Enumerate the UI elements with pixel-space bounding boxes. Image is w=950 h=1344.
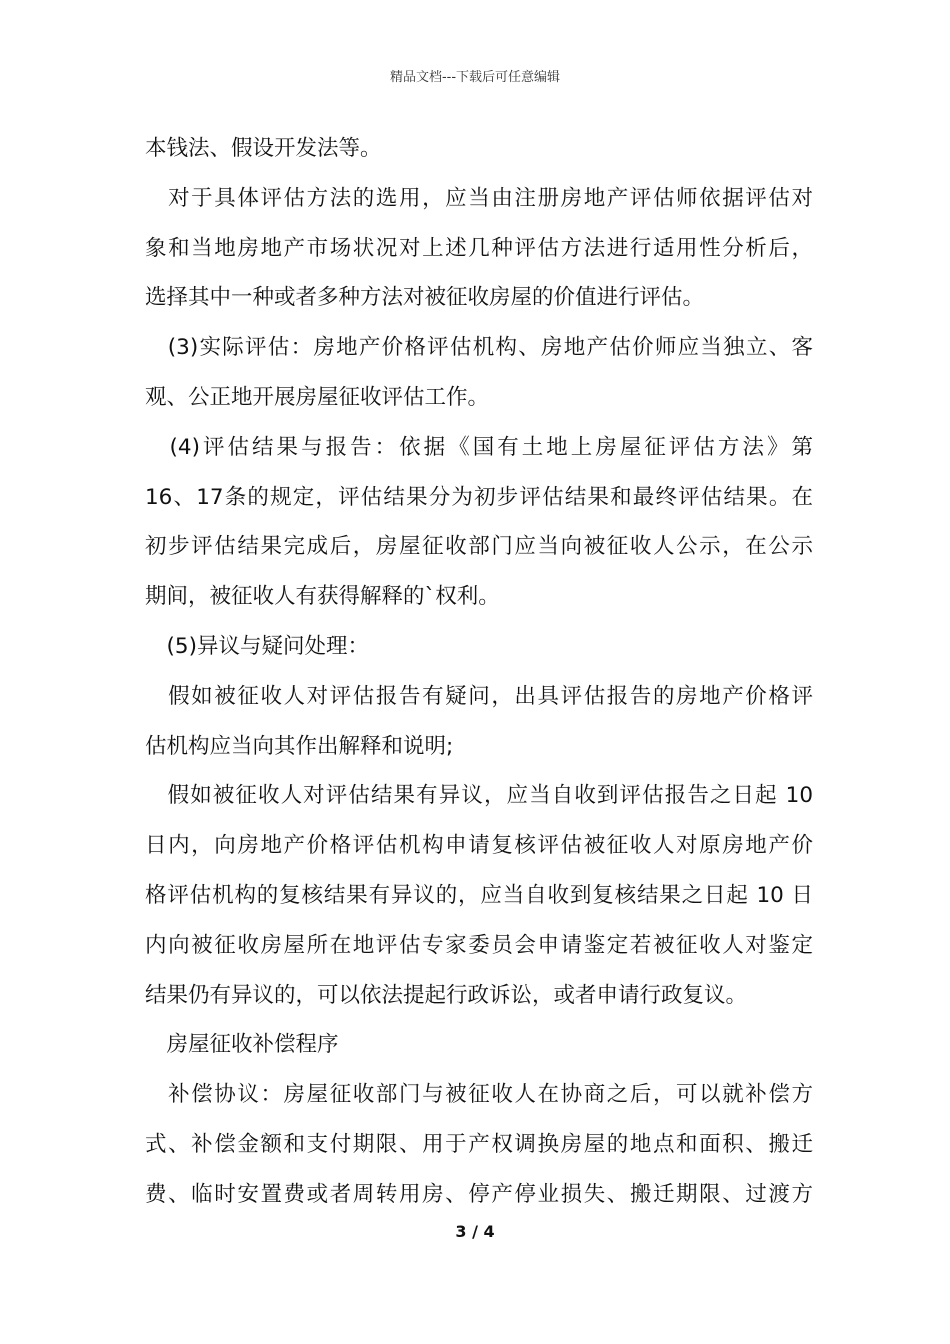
text-line: 16、17条的规定，评估结果分为初步评估结果和最终评估结果。在	[145, 484, 813, 510]
text-line: 式、补偿金额和支付期限、用于产权调换房屋的地点和面积、搬迁	[145, 1131, 813, 1157]
text-line: 内向被征收房屋所在地评估专家委员会申请鉴定若被征收人对鉴定	[145, 932, 813, 958]
text-line: 估机构应当向其作出解释和说明;	[145, 733, 454, 759]
text-line: 假如被征收人对评估结果有异议，应当自收到评估报告之日起 10	[145, 783, 813, 809]
page-number: 3 / 4	[455, 1222, 495, 1241]
text-line: 观、公正地开展房屋征收评估工作。	[145, 384, 490, 410]
text-line: 格评估机构的复核结果有异议的，应当自收到复核结果之日起 10 日	[145, 882, 813, 908]
text-line: 结果仍有异议的，可以依法提起行政诉讼，或者申请行政复议。	[145, 982, 748, 1008]
text-line: 初步评估结果完成后，房屋征收部门应当向被征收人公示，在公示	[145, 534, 813, 560]
text-line: 假如被征收人对评估报告有疑问，出具评估报告的房地产价格评	[145, 683, 813, 709]
text-line: 对于具体评估方法的选用，应当由注册房地产评估师依据评估对	[145, 185, 813, 211]
text-line: 象和当地房地产市场状况对上述几种评估方法进行适用性分析后，	[145, 235, 813, 261]
text-line: (4)评估结果与报告：依据《国有土地上房屋征评估方法》第	[145, 434, 813, 460]
text-line: 期间，被征收人有获得解释的`权利。	[145, 584, 500, 610]
text-line: 费、临时安置费或者周转用房、停产停业损失、搬迁期限、过渡方	[145, 1181, 813, 1207]
page-header: 精品文档---下载后可任意编辑	[389, 70, 561, 85]
text-line: 选择其中一种或者多种方法对被征收房屋的价值进行评估。	[145, 285, 705, 311]
text-line: 本钱法、假设开发法等。	[145, 136, 382, 161]
text-line: 补偿协议：房屋征收部门与被征收人在协商之后，可以就补偿方	[145, 1082, 813, 1108]
document-body	[145, 124, 813, 1220]
section-heading: 房屋征收补偿程序	[145, 1032, 339, 1058]
text-line: (3)实际评估：房地产价格评估机构、房地产估价师应当独立、客	[145, 335, 813, 361]
text-line: (5)异议与疑问处理：	[145, 633, 369, 659]
text-line: 日内，向房地产价格评估机构申请复核评估被征收人对原房地产价	[145, 833, 813, 859]
